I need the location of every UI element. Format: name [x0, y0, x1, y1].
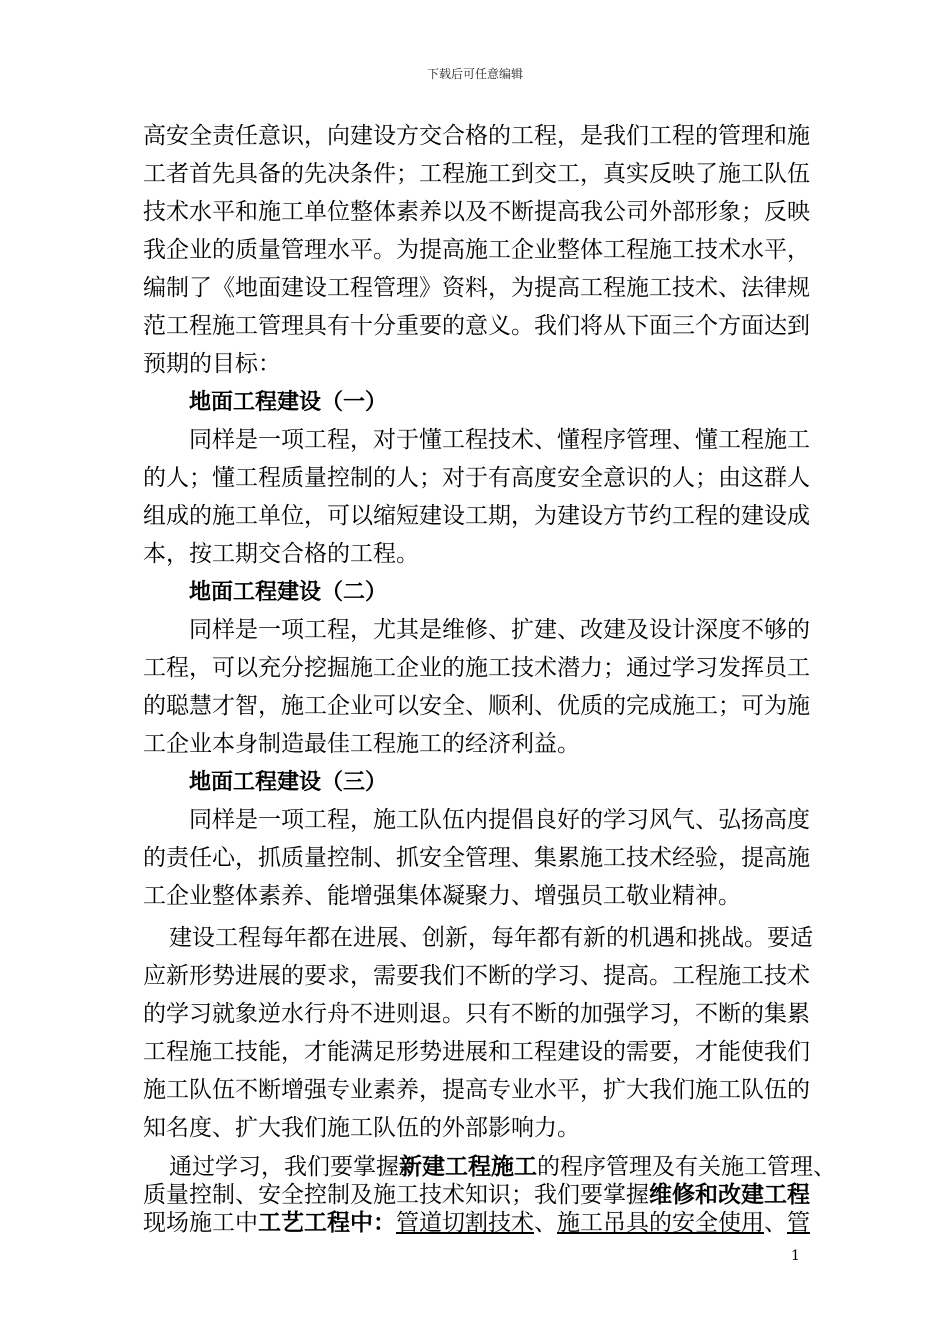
- section-heading-3: 地面工程建设（三）: [189, 769, 388, 795]
- closing-line: 知名度、扩大我们施工队伍的外部影响力。: [143, 1115, 580, 1141]
- intro-paragraph: [143, 117, 813, 383]
- closing-line: 工程施工技能，才能满足形势进展和工程建设的需要，才能使我们: [143, 1039, 810, 1065]
- final-text: 的程序管理及有关施工管理、: [537, 1154, 836, 1180]
- closing-paragraph: [143, 919, 813, 1147]
- final-line-1: [143, 1153, 836, 1181]
- section-paragraph-1: [143, 421, 813, 573]
- section-line: 本，按工期交合格的工程。: [143, 541, 419, 567]
- closing-line: 的学习就象逆水行舟不进则退。只有不断的加强学习，不断的集累: [143, 1001, 810, 1027]
- intro-line: 范工程施工管理具有十分重要的意义。我们将从下面三个方面达到: [143, 313, 810, 339]
- page-number: 1: [791, 1248, 800, 1264]
- final-line-2: [143, 1181, 813, 1209]
- closing-line: 应新形势进展的要求，需要我们不断的学习、提高。工程施工技术: [143, 963, 810, 989]
- underlined-topic: 管: [787, 1210, 810, 1236]
- final-text: 质量控制、安全控制及施工技术知识；我们要掌握: [143, 1182, 649, 1208]
- section-line: 同样是一项工程，对于懂工程技术、懂程序管理、懂工程施工: [189, 427, 810, 453]
- intro-line: 我企业的质量管理水平。为提高施工企业整体工程施工技术水平，: [143, 237, 810, 263]
- section-heading-1: 地面工程建设（一）: [189, 389, 388, 415]
- final-paragraph: [143, 1153, 836, 1237]
- section-heading-2: 地面工程建设（二）: [189, 579, 388, 605]
- final-bold-text: 维修和改建工程: [649, 1181, 810, 1208]
- intro-line: 编制了《地面建设工程管理》资料，为提高工程施工技术、法律规: [143, 275, 810, 301]
- final-line-3: [143, 1209, 813, 1237]
- final-text: 通过学习，我们要掌握: [169, 1154, 399, 1180]
- section-line: 同样是一项工程，施工队伍内提倡良好的学习风气、弘扬高度: [189, 807, 810, 833]
- section-line: 工程，可以充分挖掘施工企业的施工技术潜力；通过学习发挥员工: [143, 655, 810, 681]
- final-text: 、: [534, 1210, 557, 1236]
- final-text: 、: [764, 1210, 787, 1236]
- intro-line: 预期的目标：: [143, 351, 281, 377]
- section-paragraph-3: [143, 801, 813, 915]
- intro-line: 工者首先具备的先决条件；工程施工到交工，真实反映了施工队伍: [143, 161, 810, 187]
- final-text: 现场施工中: [143, 1210, 258, 1236]
- closing-line: 建设工程每年都在进展、创新，每年都有新的机遇和挑战。要适: [169, 925, 813, 951]
- final-bold-text: 新建工程施工: [399, 1153, 537, 1180]
- section-line: 组成的施工单位，可以缩短建设工期，为建设方节约工程的建设成: [143, 503, 810, 529]
- header-note: 下载后可任意编辑: [426, 67, 523, 81]
- section-line: 的责任心，抓质量控制、抓安全管理、集累施工技术经验，提高施: [143, 845, 810, 871]
- final-bold-text: 工艺工程中：: [258, 1209, 396, 1236]
- section-line: 工企业本身制造最佳工程施工的经济利益。: [143, 731, 580, 757]
- underlined-topic: 施工吊具的安全使用: [557, 1210, 764, 1236]
- underlined-topic: 管道切割技术: [396, 1210, 534, 1236]
- closing-line: 施工队伍不断增强专业素养，提高专业水平，扩大我们施工队伍的: [143, 1077, 810, 1103]
- section-line: 工企业整体素养、能增强集体凝聚力、增强员工敬业精神。: [143, 883, 741, 909]
- document-body: [143, 117, 836, 1237]
- intro-line: 技术水平和施工单位整体素养以及不断提高我公司外部形象；反映: [143, 199, 810, 225]
- intro-line: 高安全责任意识，向建设方交合格的工程，是我们工程的管理和施: [143, 123, 810, 149]
- section-line: 的人；懂工程质量控制的人；对于有高度安全意识的人；由这群人: [143, 465, 810, 491]
- section-line: 同样是一项工程，尤其是维修、扩建、改建及设计深度不够的: [189, 617, 810, 643]
- section-line: 的聪慧才智，施工企业可以安全、顺利、优质的完成施工；可为施: [143, 693, 810, 719]
- section-paragraph-2: [143, 611, 813, 763]
